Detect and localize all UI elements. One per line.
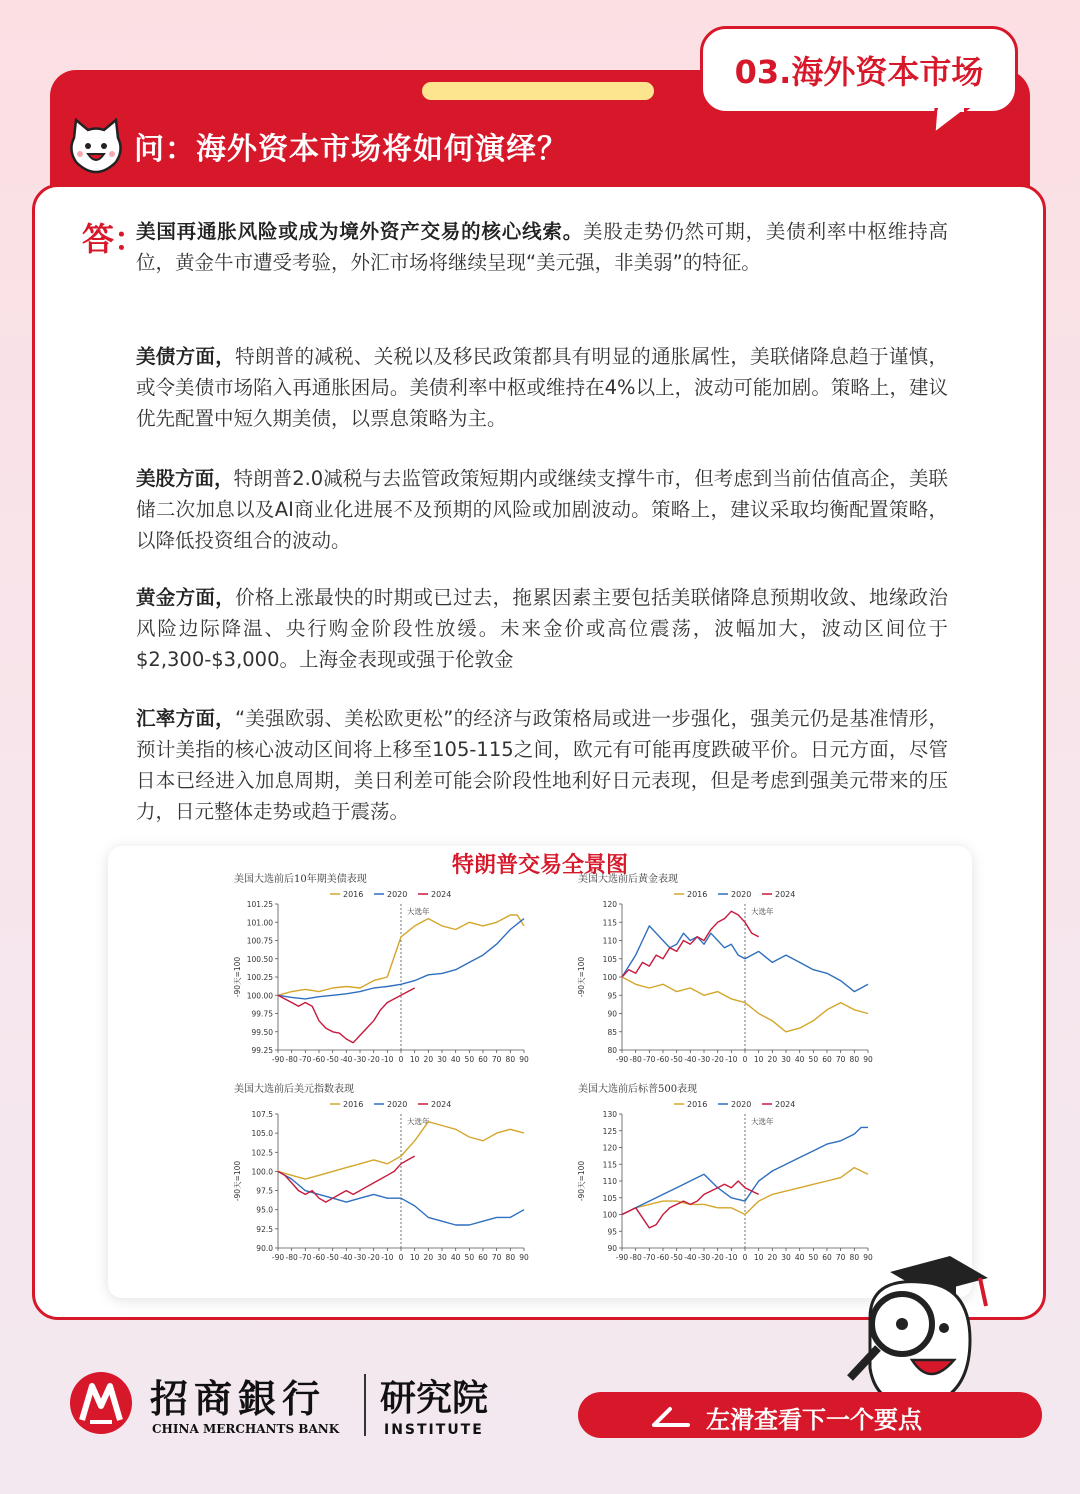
y-tick-label: 105 [602,954,617,964]
x-tick-label: -10 [725,1055,738,1064]
x-tick-label: 40 [794,1055,805,1064]
y-tick-label: 110 [602,936,617,946]
chart-title: 美国大选前后10年期美债表现 [234,874,367,885]
answer-mark: 答： [82,220,147,258]
legend-label: 2020 [387,1100,408,1109]
x-tick-label: -10 [381,1253,394,1262]
y-axis-label: -90天=100 [233,1160,242,1202]
y-tick-label: 100 [602,1210,617,1220]
y-tick-label: 92.5 [256,1224,273,1234]
y-tick-label: 99.75 [251,1009,273,1019]
chart-gold [566,866,886,1074]
x-tick-label: 60 [478,1055,488,1064]
paragraph-body: 美股走势仍然可期，美债利率中枢维持高位，黄金牛市遭受考验，外汇市场将继续呈现“美元强，非美弱”的特征。 [136,220,948,274]
x-tick-label: 0 [742,1055,748,1064]
paragraph-lead: 黄金方面， [136,586,236,609]
y-tick-label: 115 [602,918,617,928]
y-tick-label: 100.75 [246,936,273,946]
x-tick-label: 0 [398,1055,404,1064]
y-tick-label: 100.00 [246,991,273,1001]
x-tick-label: 30 [437,1055,447,1064]
y-tick-label: 99.25 [251,1046,273,1055]
paragraph-body: 特朗普的减税、关税以及移民政策都具有明显的通胀属性，美联储降息趋于谨慎，或令美债市场陷入再通胀困局。美债利率中枢或维持在4%以上，波动可能加剧。策略上，建议优先配置中短久期美债，以票息策略为主。 [136,345,948,430]
footer-logo [68,1368,508,1444]
legend-label: 2016 [343,1100,364,1109]
x-tick-label: -20 [367,1055,380,1064]
x-tick-label: 90 [519,1055,529,1064]
legend-label: 2024 [431,890,452,899]
x-tick-label: -20 [711,1253,724,1262]
x-tick-label: 50 [808,1055,819,1064]
logo-divider [364,1374,366,1436]
paragraph-fx [136,703,948,827]
x-tick-label: 80 [505,1055,516,1064]
x-tick-label: -10 [381,1055,394,1064]
bank-name-cn: 招商銀行 [150,1376,327,1421]
y-tick-label: 80 [607,1046,617,1055]
x-tick-label: 10 [753,1253,764,1262]
x-tick-label: 90 [863,1055,873,1064]
x-tick-label: -80 [629,1055,642,1064]
y-tick-label: 95.0 [256,1205,273,1215]
x-tick-label: 20 [767,1253,778,1262]
x-tick-label: 80 [505,1253,516,1262]
legend-label: 2024 [431,1100,452,1109]
y-axis-label: -90天=100 [577,956,586,998]
x-tick-label: 60 [822,1253,832,1262]
paragraph-body: 特朗普2.0减税与去监管政策短期内或继续支撑牛市，但考虑到当前估值高企，美联储二次加息以及AI商业化进展不及预期的风险或加剧波动。策略上，建议采取均衡配置策略，以降低投资组合的波动。 [136,467,948,552]
series-line-2024 [278,1156,415,1202]
y-tick-label: 110 [602,1177,617,1186]
y-tick-label: 95 [607,1227,617,1237]
y-tick-label: 100.0 [251,1167,273,1177]
x-tick-label: -70 [299,1253,312,1262]
section-tag [700,26,1018,114]
y-tick-label: 120 [602,1143,617,1153]
x-tick-label: 40 [794,1253,805,1262]
x-tick-label: -60 [312,1253,326,1262]
x-tick-label: 10 [409,1253,420,1262]
series-line-2016 [278,915,524,995]
x-tick-label: -50 [326,1055,339,1064]
x-tick-label: 0 [398,1253,404,1262]
x-tick-label: -80 [285,1055,298,1064]
y-tick-label: 90 [607,1244,617,1253]
paragraph-body: 价格上涨最快的时期或已过去，拖累因素主要包括美联储降息预期收敛、地缘政治风险边际降温、央行购金阶段性放缓。未来金价或高位震荡，波幅加大，波动区间位于$2,300-$3,000。上海金表现或强于伦敦金 [136,586,948,671]
legend-label: 2020 [387,890,408,899]
x-tick-label: -90 [615,1253,629,1262]
section-tag-text: 03.海外资本市场 [734,53,984,91]
chart-title: 美国大选前后标普500表现 [578,1084,698,1095]
paragraph-stocks [136,463,948,556]
y-tick-label: 101.25 [246,900,273,909]
y-tick-label: 120 [602,900,617,909]
x-tick-label: 20 [767,1055,778,1064]
institute-name-cn: 研究院 [380,1378,489,1419]
y-tick-label: 100.50 [246,954,273,964]
y-tick-label: 125 [602,1126,617,1136]
x-tick-label: 50 [808,1253,819,1262]
x-tick-label: 70 [491,1055,502,1064]
x-tick-label: 70 [491,1253,502,1262]
paragraph-gold [136,582,948,675]
y-tick-label: 95 [607,991,617,1001]
x-tick-label: -40 [684,1055,697,1064]
x-tick-label: -50 [670,1253,683,1262]
legend-label: 2016 [687,890,708,899]
y-tick-label: 90.0 [256,1244,273,1253]
x-tick-label: -70 [643,1055,656,1064]
x-tick-label: -90 [271,1253,285,1262]
x-tick-label: -20 [367,1253,380,1262]
x-tick-label: -40 [340,1253,353,1262]
x-tick-label: 30 [781,1055,791,1064]
election-marker-label: 大选年 [751,907,774,916]
x-tick-label: 60 [822,1055,832,1064]
y-tick-label: 97.5 [256,1186,273,1196]
x-tick-label: 40 [450,1253,461,1262]
legend-label: 2016 [687,1100,708,1109]
x-tick-label: -40 [340,1055,353,1064]
x-tick-label: -60 [312,1055,326,1064]
paragraph-lead: 美国再通胀风险或成为境外资产交易的核心线索。 [136,220,584,243]
swipe-left-arrow-icon [650,1405,690,1427]
x-tick-label: 40 [450,1055,461,1064]
header-pill-decoration [422,82,654,100]
y-axis-label: -90天=100 [233,956,242,998]
chart-dollar-index [222,1076,542,1272]
x-tick-label: -60 [656,1253,670,1262]
x-tick-label: 90 [863,1253,873,1262]
y-tick-label: 130 [602,1110,617,1119]
x-tick-label: 50 [464,1253,475,1262]
next-point-label: 左滑查看下一个要点 [706,1406,922,1434]
legend-label: 2020 [731,1100,752,1109]
cat-mascot-icon [66,116,126,176]
x-tick-label: -60 [656,1055,670,1064]
x-tick-label: -20 [711,1055,724,1064]
y-tick-label: 105 [602,1193,617,1203]
x-tick-label: 20 [423,1055,434,1064]
x-tick-label: -70 [299,1055,312,1064]
y-tick-label: 90 [607,1009,617,1019]
paragraph-lead: 美股方面， [136,467,234,490]
x-tick-label: -30 [697,1253,711,1262]
chart-title: 美国大选前后美元指数表现 [234,1084,354,1095]
bank-name-en: CHINA MERCHANTS BANK [152,1422,340,1436]
election-marker-label: 大选年 [407,1117,430,1126]
x-tick-label: 80 [849,1253,860,1262]
x-tick-label: 10 [409,1055,420,1064]
y-tick-label: 101.00 [246,918,273,928]
y-tick-label: 102.5 [251,1148,273,1158]
x-tick-label: -30 [353,1055,367,1064]
x-tick-label: 30 [437,1253,447,1262]
chart-panel-title: 特朗普交易全景图 [451,853,628,878]
paragraph-lead: 汇率方面， [136,707,235,730]
question-title: 问：海外资本市场将如何演绎？ [134,132,568,167]
y-tick-label: 107.5 [251,1110,273,1119]
election-marker-label: 大选年 [751,1117,774,1126]
x-tick-label: 30 [781,1253,791,1262]
y-tick-label: 115 [602,1160,617,1170]
chart-title: 美国大选前后黄金表现 [578,874,678,885]
x-tick-label: 70 [835,1055,846,1064]
x-tick-label: 90 [519,1253,529,1262]
paragraph-summary [136,216,948,278]
x-tick-label: 10 [753,1055,764,1064]
series-line-2024 [622,911,759,977]
series-line-2024 [278,988,415,1043]
series-line-2020 [278,919,524,999]
y-axis-label: -90天=100 [577,1160,586,1202]
institute-name-en: INSTITUTE [384,1422,484,1438]
x-tick-label: -70 [643,1253,656,1262]
x-tick-label: -80 [629,1253,642,1262]
x-tick-label: 50 [464,1055,475,1064]
x-tick-label: -40 [684,1253,697,1262]
y-tick-label: 100.25 [246,973,273,982]
x-tick-label: 70 [835,1253,846,1262]
section-tag-tail [928,108,988,138]
x-tick-label: -90 [615,1055,629,1064]
x-tick-label: -50 [670,1055,683,1064]
x-tick-label: 60 [478,1253,488,1262]
legend-label: 2020 [731,890,752,899]
x-tick-label: -10 [725,1253,738,1262]
x-tick-label: -30 [353,1253,367,1262]
x-tick-label: -80 [285,1253,298,1262]
legend-label: 2024 [775,890,796,899]
chart-treasury [222,866,542,1074]
x-tick-label: 80 [849,1055,860,1064]
next-point-button[interactable] [578,1392,1042,1438]
y-tick-label: 85 [607,1027,617,1037]
x-tick-label: 0 [742,1253,748,1262]
x-tick-label: -90 [271,1055,285,1064]
election-marker-label: 大选年 [407,907,430,916]
y-tick-label: 100 [602,973,617,982]
paragraph-lead: 美债方面， [136,345,236,368]
x-tick-label: -50 [326,1253,339,1262]
paragraph-treasury [136,341,948,434]
legend-label: 2024 [775,1100,796,1109]
y-tick-label: 105.0 [251,1129,273,1139]
bank-logo-icon [68,1370,134,1436]
chart-sp500 [566,1076,886,1272]
x-tick-label: 20 [423,1253,434,1262]
y-tick-label: 99.50 [251,1027,273,1037]
paragraph-body: “美强欧弱、美松欧更松”的经济与政策格局或进一步强化，强美元仍是基准情形，预计美指的核心波动区间将上移至105-115之间，欧元有可能再度跌破平价。日元方面，尽管日本已经进入加息周期，美日利差可能会阶段性地利好日元表现，但是考虑到强美元带来的压力，日元整体走势或趋于震荡。 [136,707,948,823]
legend-label: 2016 [343,890,364,899]
x-tick-label: -30 [697,1055,711,1064]
